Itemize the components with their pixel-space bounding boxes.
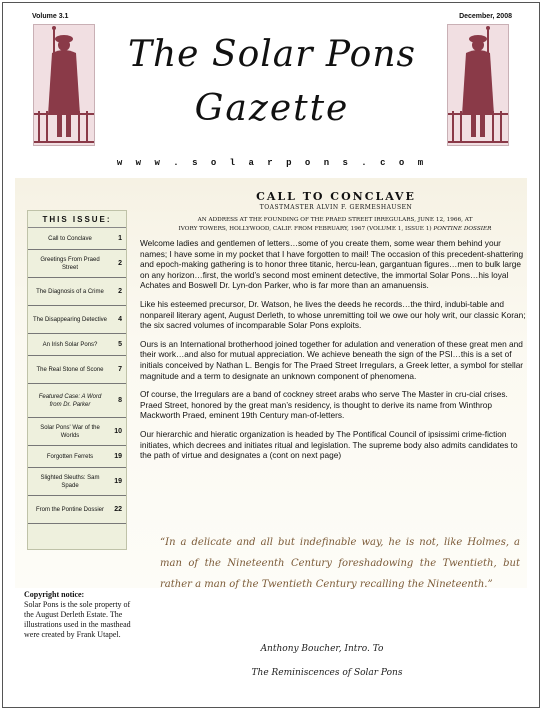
toc-item-label: Greetings From Praed Street (40, 256, 100, 271)
toc-item[interactable] (28, 418, 126, 446)
article-paragraph: Welcome ladies and gentlemen of letters…some of you create them, some wear them behind your names; I have some in my pocket that I have forgotten to mail! The occasion of this precedent-shattering and epoch-making gathering is to honor three titanic, hercu-lean, gargantuan figures…men to bulk large on any horizon…first, the world’s second most eminent detective, the immortal Solar Pons…his loyal Achates and Boswell Dr. Lyn-don Parker, who is far more than an amanuensis. (140, 238, 524, 291)
toc-item-page: 2 (118, 260, 122, 267)
toc-item[interactable] (28, 306, 126, 334)
article-paragraph: Of course, the Irregulars are a band of cockney street arabs who serve The Master in cru-cial crises. Praed Street, honored by the great man’s residency, is thought to derive its name from Winthrop Mackworth Praed, eminent 19th Century man-of-letters. (140, 389, 508, 421)
toc-item-page: 22 (114, 506, 122, 513)
toc-item[interactable] (28, 468, 126, 496)
intro-publication-name: PONTINE DOSSIER (433, 226, 492, 232)
masthead-subtitle: Gazette (194, 88, 350, 129)
volume-label: Volume 3.1 (32, 13, 69, 20)
article-paragraph: Our hierarchic and hieratic organization is headed by The Pontifical Council of ipsissimi crime-fiction initiates, which decrees and initiates ritual and legislation. The supreme body also admits candidates to the path of virtue and designates a (cont on next page) (140, 428, 518, 461)
toc-item[interactable] (28, 278, 126, 306)
table-of-contents (27, 210, 127, 550)
toc-item-page: 2 (118, 288, 122, 295)
article-title: CALL TO CONCLAVE (256, 190, 416, 203)
toc-item[interactable] (28, 228, 126, 250)
toc-item-page: 5 (118, 341, 122, 348)
toc-item[interactable] (28, 446, 126, 468)
article-paragraph: Ours is an International brotherhood joined together for adulation and veneration of these great men and their work…and also for mutual appreciation. We achieve beneath the sign of the PSI…this is a set of initials conceived by Nathan L. Bengis for The Praed Street Irregulars, a Greek letter, a symbol for stellar magnitude and a term to designate an unknown component of phenomena. (140, 338, 524, 381)
toc-item-page: 8 (118, 397, 122, 404)
toc-item-label: The Diagnosis of a Crime (36, 288, 104, 295)
masthead-title: The Solar Pons (127, 34, 416, 75)
article-byline: TOASTMASTER ALVIN F. GERMESHAUSEN (259, 204, 413, 211)
toc-item-page: 19 (114, 478, 122, 485)
toc-item[interactable] (28, 250, 126, 278)
toc-item-label: Call to Conclave (48, 235, 92, 242)
toc-title: THIS ISSUE: (28, 211, 126, 228)
article-intro (140, 216, 530, 234)
toc-item-label: An Irish Solar Pons? (42, 341, 98, 348)
article-paragraph: Like his esteemed precursor, Dr. Watson, he lives the deeds he records…the third, indubi-table and nonpareil literary agent, August Derleth, to whose unremitting toil we owe our holy writ, our classic Koran; the six sacred volumes of incomparable Solar Pons exploits. (140, 298, 526, 331)
toc-item-label: The Real Stone of Scone (36, 366, 104, 373)
toc-item-label: The Disappearing Detective (32, 316, 108, 323)
detective-illustration-right (447, 24, 509, 146)
toc-item-label: From the Pontine Dossier (35, 506, 105, 513)
toc-item-page: 10 (114, 428, 122, 435)
intro-line-1: AN ADDRESS AT THE FOUNDING OF THE PRAED STREET IRREGULARS, JUNE 12, 1966, AT (197, 217, 473, 223)
toc-item[interactable] (28, 356, 126, 384)
quote-source: The Reminiscences of Solar Pons (251, 668, 403, 678)
toc-item[interactable] (28, 384, 126, 418)
website-url[interactable]: w w w . s o l a r p o n s . c o m (116, 158, 428, 168)
copyright-notice (24, 590, 134, 640)
issue-date: December, 2008 (459, 13, 512, 20)
pull-quote: “In a delicate and all but indefinable way, he is not, like Holmes, a man of the Nineteenth Century foreshadowing the Twentieth, but rather a man of the Twentieth Century recalling the Nineteenth.” (160, 537, 520, 590)
copyright-text: Solar Pons is the sole property of the August Derleth Estate. The illustrations used in the masthead were created by Frank Utapel. (24, 600, 131, 639)
quote-attribution: Anthony Boucher, Intro. To (260, 644, 384, 654)
toc-item-page: 1 (118, 235, 122, 242)
toc-list (28, 228, 126, 524)
toc-item[interactable] (28, 496, 126, 524)
toc-item-page: 7 (118, 366, 122, 373)
detective-silhouette-icon (448, 25, 508, 145)
toc-item-label: Slighted Sleuths: Sam Spade (40, 474, 100, 489)
intro-line-2-text: IVORY TOWERS, HOLLYWOOD, CALIF. FROM FEBRUARY, 1967 (VOLUME 1, ISSUE 1) (178, 226, 434, 232)
copyright-heading: Copyright notice: (24, 590, 85, 599)
intro-line-2 (140, 225, 530, 234)
toc-item-label: Forgotten Ferrets (46, 453, 94, 460)
detective-silhouette-icon (34, 25, 94, 145)
detective-illustration-left (33, 24, 95, 146)
toc-item-label: Featured Case: A Word from Dr. Parker (38, 393, 102, 408)
toc-item-page: 19 (114, 453, 122, 460)
toc-item-page: 4 (118, 316, 122, 323)
toc-item-label: Solar Pons' War of the Worlds (40, 424, 100, 439)
article-body (140, 238, 530, 469)
toc-item[interactable] (28, 334, 126, 356)
